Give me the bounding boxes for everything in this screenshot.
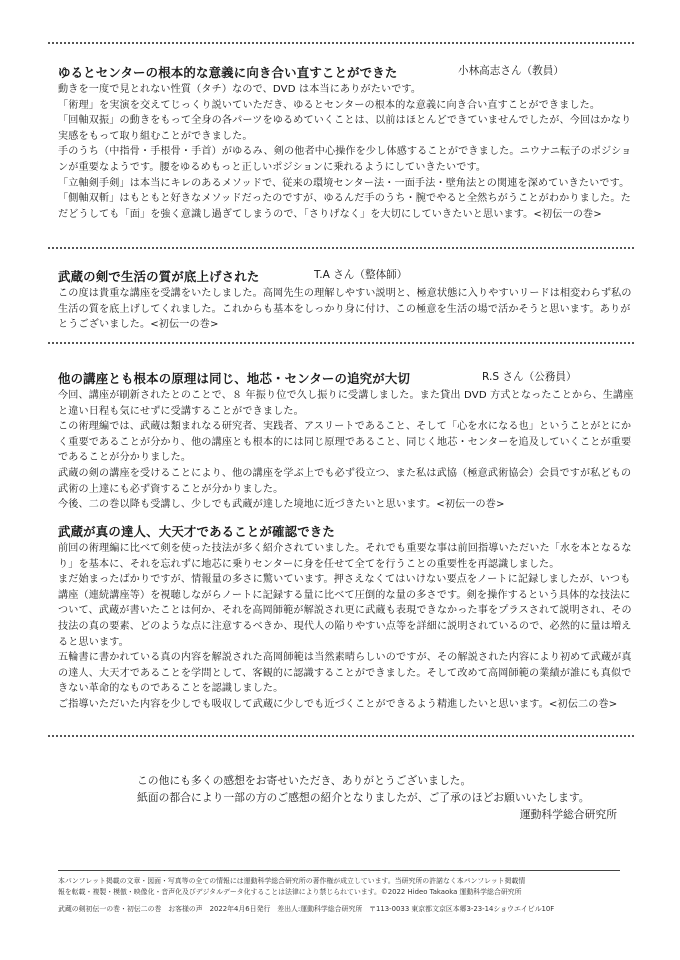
testimonial-paragraph: この度は貴重な講座を受講をいたしました。高岡先生の理解しやすい説明と、極意状態に入りやすいリードは相変わらず私の生活の質を底上げしてくれました。これからも基本をしっかり身に付け、この極意を生活の場で活かそうと思います。ありがとうございました。<初伝一の巻> bbox=[58, 288, 632, 331]
testimonial-title: 他の講座とも根本の原理は同じ、地芯・センターの追究が大切 bbox=[58, 371, 411, 386]
footer-rule bbox=[58, 870, 620, 871]
testimonial-4 bbox=[58, 521, 634, 713]
footer bbox=[58, 876, 628, 915]
testimonial-paragraph: 今後、二の巻以降も受講し、少しでも武蔵が達した境地に近づきたいと思います。<初伝一の巻> bbox=[58, 499, 505, 511]
testimonial-paragraph: 「側軸双斬」はもともと好きなメソッドだったのですが、ゆるんだ手のうち・腕でやると全然ちがうことがわかりました。ただどうしても「面」を強く意識し過ぎてしまうので、「さりげなく」を大切にしていきたいと思います。<初伝一の巻> bbox=[58, 193, 631, 220]
testimonial-paragraph: 「回軸双振」の動きをもって全身の各パーツをゆるめていくことは、以前はほとんどできていませんでしたが、今回はかなり実感をもって取り組むことができました。 bbox=[58, 115, 632, 142]
copyright-notice: 本パンフレット掲載の文章・図面・写真等の全ての情報には運動科学総合研究所の著作権が成立しています。当研究所の許諾なく本パンフレット掲載情 bbox=[58, 877, 526, 885]
testimonial-paragraph: 今回、講座が刷新されたとのことで、８ 年振り位で久し振りに受講しました。また貸出 DVD 方式となったことから、生講座と違い日程も気にせずに受講することができました。 bbox=[58, 390, 634, 417]
testimonial-paragraph: 手のうち（中指骨・手根骨・手首）がゆるみ、剣の他者中心操作を少し体感することができました。ニウナニ転子のポジションが重要なようです。腰をゆるめもっと正しいポジションに乗れるようにしていきたいです。 bbox=[58, 146, 632, 173]
testimonial-paragraph: まだ始まったばかりですが、情報量の多さに驚いています。押さえなくてはいけない要点をノートに記録しましたが、いつも講座（連続講座等）を視聴しながらノートに記録する量に比べて圧倒的な量の多さです。剣を操作するという具体的な技法について、武蔵が書いたことは何か、それを高岡師範が解説され更に武蔵も表現できなかった事をプラスされて説明され、その技法の真の要素、どのような点に注意するべきか、現代人の陥りやすい点等を詳細に説明されているので、必然的に量は増えると思います。 bbox=[58, 574, 632, 648]
dotted-divider bbox=[48, 42, 634, 44]
publication-info: 武蔵の剣初伝一の巻・初伝二の巻 お客様の声 2022年4月6日発行 差出人:運動科学総合研究所 〒113-0033 東京都文京区本郷3-23-14ショウエイビル10F bbox=[58, 905, 555, 914]
testimonial-title: 武蔵が真の達人、大天才であることが確認できた bbox=[58, 524, 335, 539]
testimonial-author: 小林高志さん（教員） bbox=[458, 65, 564, 77]
testimonial-title: 武蔵の剣で生活の質が底上げされた bbox=[58, 269, 260, 284]
closing-message bbox=[137, 773, 617, 823]
testimonial-1 bbox=[58, 62, 634, 222]
closing-line: この他にも多くの感想をお寄せいただき、ありがとうございました。 bbox=[137, 774, 472, 787]
testimonial-paragraph: 「立軸剣手剣」は本当にキレのあるメソッドで、従来の環境センター法・一面手法・壁角法との関連を深めていきたいです。 bbox=[58, 177, 630, 189]
copyright-notice: 報を転載・複製・模倣・映像化・音声化及びデジタルデータ化することは法律により禁じられています。©2022 Hideo Takaoka 運動科学総合研究所 bbox=[58, 887, 522, 896]
dotted-divider bbox=[48, 342, 634, 344]
organization-name: 運動科学総合研究所 bbox=[519, 807, 617, 821]
dotted-divider bbox=[48, 247, 634, 249]
testimonial-paragraph: 武蔵の剣の講座を受けることにより、他の講座を学ぶ上でも必ず役立つ、また私は武協（極意武術協会）会員ですが私どもの武術の上達にも必ず資することが分かりました。 bbox=[58, 467, 632, 495]
testimonial-paragraph: 「術理」を実演を交えてじっくり説いていただき、ゆるとセンターの根本的な意義に向き合い直すことができました。 bbox=[58, 99, 601, 111]
testimonial-author: T.A さん（整体師） bbox=[314, 269, 408, 281]
testimonial-paragraph: 動きを一度で見とれない性質（タチ）なので、DVD は本当にありがたいです。 bbox=[58, 84, 422, 95]
testimonial-paragraph: この術理編では、武蔵は類まれなる研究者、実践者、アスリートであること、そして「心を水になる也」ということがとにかく重要であることが分かり、他の講座とも根本的には同じ原理であること、同じく地芯・センターを追及していくことが重要であることが分かりました。 bbox=[58, 421, 632, 464]
testimonial-2 bbox=[58, 266, 634, 333]
testimonial-paragraph: 前回の術理編に比べて剣を使った技法が多く紹介されていました。それでも重要な事は前回指導いただいた「水を本となるなり」を基本に、それを忘れずに地芯に乗りセンターに身を任せて全てを行うことの重要性を再認識しました。 bbox=[58, 543, 632, 570]
dotted-divider bbox=[48, 735, 634, 737]
testimonial-author: R.S さん（公務員） bbox=[482, 371, 577, 383]
testimonial-paragraph: ご指導いただいた内容を少しでも吸収して武蔵に少しでも近づくことができるよう精進したいと思います。<初伝二の巻> bbox=[58, 698, 618, 710]
testimonial-title: ゆるとセンターの根本的な意義に向き合い直すことができた bbox=[58, 65, 398, 80]
testimonial-paragraph: 五輪書に書かれている真の内容を解説された高岡師範は当然素晴らしいのですが、その解説された内容により初めて武蔵が真の達人、大天才であることを学問として、客観的に認識することができました。そして改めて高岡師範の業績が誰にも真似できない革命的なものであることを認識しました。 bbox=[58, 652, 632, 695]
testimonial-3 bbox=[58, 368, 634, 513]
closing-line: 紙面の都合により一部の方のご感想の紹介となりましたが、ご了承のほどお願いいたします。 bbox=[137, 790, 590, 804]
